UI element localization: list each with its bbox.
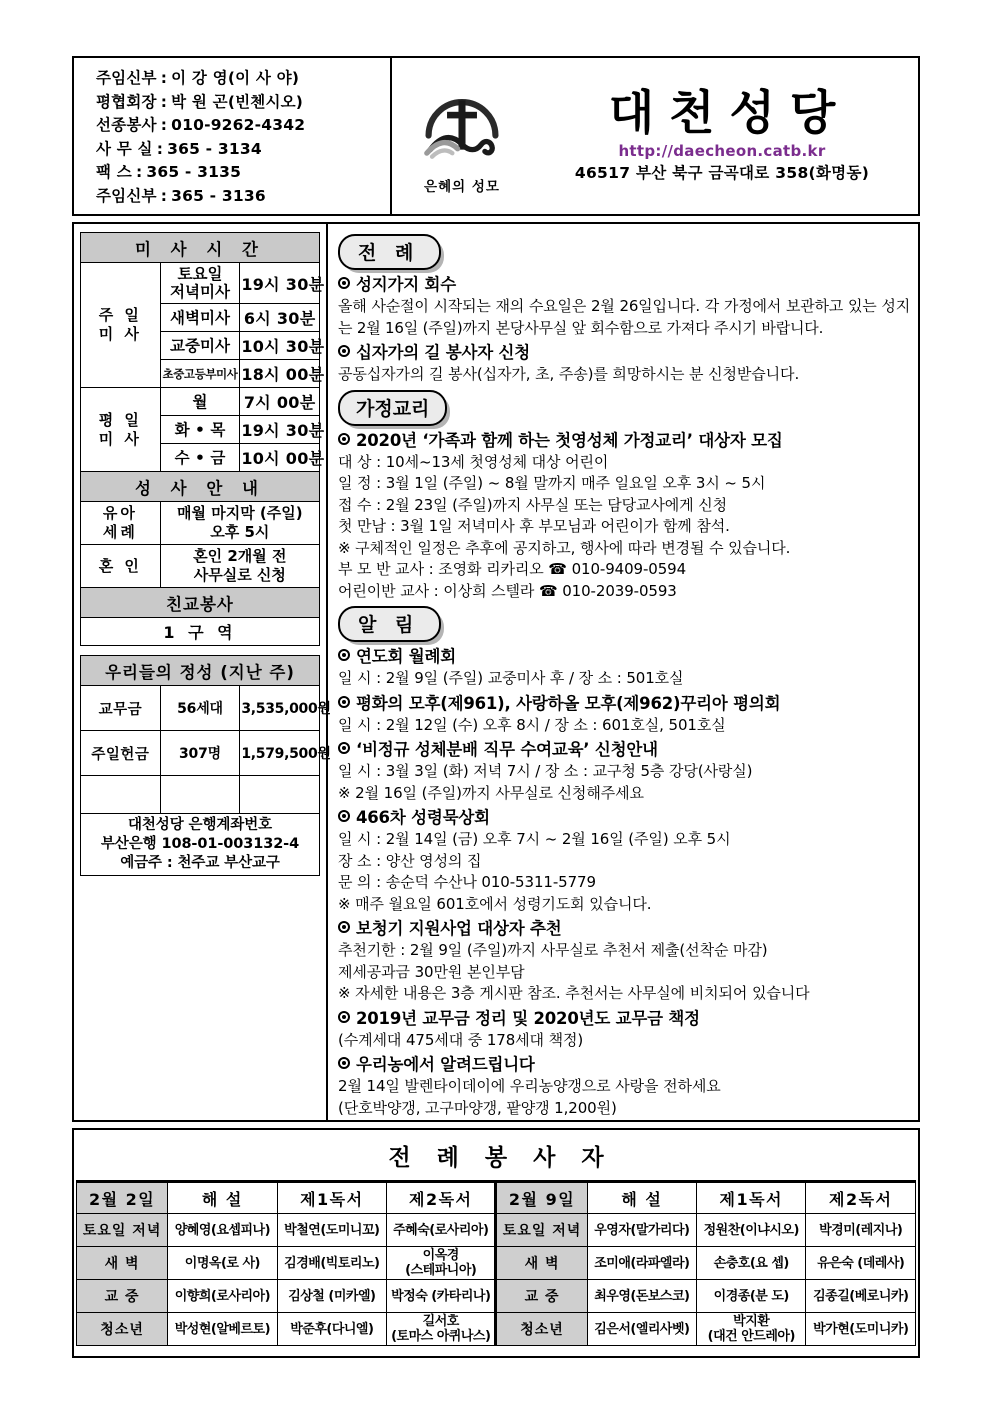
fellowship-value: 1 구 역 (81, 618, 320, 646)
servers-frame (72, 1128, 920, 1358)
table-row (77, 1280, 916, 1313)
servers-header-row (77, 1183, 916, 1214)
notice-item (338, 738, 910, 804)
notice-item (338, 273, 910, 339)
contact-separator: : (160, 116, 168, 134)
bullet-icon (338, 1057, 350, 1069)
notice-line: 공동십자가의 길 봉사(십자가, 초, 주송)를 희망하시는 분 신청받습니다. (338, 365, 800, 383)
church-address: 46517 부산 북구 금곡대로 358(화명동) (574, 163, 870, 182)
mass-name: 화 • 목 (160, 416, 240, 444)
contact-label: 팩 스 (96, 163, 132, 181)
bullet-icon (338, 277, 350, 289)
notice-heading-text: 보청기 지원사업 대상자 추천 (356, 919, 562, 938)
server-name: 박경미(레지나) (806, 1214, 916, 1247)
notice-heading (338, 1053, 910, 1076)
offering-table (80, 655, 331, 876)
contact-row (96, 185, 390, 209)
right-column (328, 224, 918, 1120)
madonna-of-grace-icon (418, 81, 506, 173)
contact-value: 이 강 영(이 사 야) (171, 69, 300, 87)
server-name: 박지환 (대건 안드레아) (697, 1313, 806, 1346)
offering-label: 주일헌금 (81, 731, 161, 776)
notice-line: ※ 구체적인 일정은 추후에 공지하고, 행사에 따라 변경될 수 있습니다. (338, 538, 791, 557)
notice-heading-text: ‘비정규 성체분배 직무 수여교육’ 신청안내 (356, 740, 658, 759)
notice-heading (338, 273, 910, 296)
contact-label: 주임신부 (96, 69, 157, 87)
contact-row (96, 161, 390, 185)
notice-heading-text: 성지가지 회수 (356, 275, 456, 294)
contact-block (74, 58, 392, 214)
notice-heading-text: 십자가의 길 봉사자 신청 (356, 343, 531, 362)
offering-amount (240, 776, 320, 814)
server-name: 박성현(알베르토) (168, 1313, 277, 1346)
mass-name: 교중미사 (160, 332, 240, 360)
offering-amount: 1,579,500원 (240, 731, 320, 776)
notice-item (338, 692, 910, 737)
notice-heading (338, 341, 910, 364)
notice-line: 2월 14일 발렌타이데이에 우리농양갱으로 사랑을 전하세요 (338, 1077, 721, 1095)
contact-label: 주임신부 (96, 186, 157, 205)
mass-name: 새벽미사 (160, 304, 240, 332)
contact-row (96, 138, 390, 162)
parish-logo (392, 58, 532, 214)
notice-line: ※ 매주 월요일 601호에서 성령기도회 있습니다. (338, 894, 652, 913)
notice-item (338, 341, 910, 386)
notice-item (338, 1053, 910, 1119)
contact-value: 365 - 3134 (167, 139, 262, 158)
notice-item (338, 645, 910, 690)
bullet-icon (338, 742, 350, 754)
sacraments-title: 성 사 안 내 (81, 472, 320, 502)
table-row (77, 1214, 916, 1247)
notice-line: 어린이반 교사 : 이상희 스텔라 ☎ 010-2039-0593 (338, 581, 677, 600)
notice-line: 문 의 : 송순덕 수산나 010-5311-5779 (338, 873, 596, 891)
notice-item (338, 917, 910, 1005)
notice-heading (338, 738, 910, 761)
server-name: 김은서(엘리사벳) (587, 1313, 696, 1346)
server-name: 주혜숙(로사리아) (387, 1214, 496, 1247)
bullet-icon (338, 345, 350, 357)
notice-line: 일 시 : 2월 14일 (금) 오후 7시 ~ 2월 16일 (주일) 오후 5시 (338, 830, 731, 848)
offering-label: 교무금 (81, 686, 161, 731)
notice-heading-text: 2020년 ‘가족과 함께 하는 첫영성체 가정교리’ 대상자 모집 (356, 430, 783, 450)
servers-date-header: 2월 9일 (496, 1183, 587, 1214)
server-name: 김경배(빅토리노) (277, 1247, 386, 1280)
bullet-icon (338, 921, 350, 933)
mass-time: 19시 30분 (240, 263, 320, 304)
notice-item (338, 806, 910, 915)
bullet-icon (338, 810, 350, 822)
bullet-icon (338, 649, 350, 661)
section-pill-wrap (338, 388, 910, 429)
servers-role-header: 제1독서 (697, 1183, 806, 1214)
servers-title: 전 례 봉 사 자 (76, 1132, 916, 1182)
notice-line: 대 상 : 10세~13세 첫영성체 대상 어린이 (338, 452, 609, 471)
contact-value: 010-9262-4342 (171, 116, 306, 134)
servers-mass-label: 청소년 (496, 1313, 587, 1346)
section-pill: 전 례 (338, 234, 441, 270)
mass-name: 토요일 저녁미사 (160, 263, 240, 304)
notice-heading-text: 우리농에서 알려드립니다 (356, 1055, 535, 1074)
section-pill: 알 림 (338, 606, 441, 642)
notice-line: 일 시 : 2월 12일 (수) 오후 8시 / 장 소 : 601호실, 501호실 (338, 715, 726, 734)
logo-caption: 은혜의 성모 (424, 179, 500, 195)
server-name: 김종길(베로니카) (806, 1280, 916, 1313)
contact-value: 365 - 3136 (171, 186, 266, 205)
notice-line: ※ 2월 16일 (주일)까지 사무실로 신청해주세요 (338, 783, 644, 802)
server-name: 양혜영(요셉피나) (168, 1214, 277, 1247)
servers-role-header: 해 설 (168, 1183, 277, 1214)
server-name: 박준후(다니엘) (277, 1313, 386, 1346)
server-name: 최우영(돈보스코) (587, 1280, 696, 1313)
contact-value: 박 원 곤(빈첸시오) (171, 92, 304, 111)
bullet-icon (338, 433, 350, 445)
contact-label: 선종봉사 (96, 116, 157, 134)
contact-separator: : (160, 69, 168, 87)
mass-schedule-title: 미 사 시 간 (81, 233, 320, 263)
server-name: 조미애(라파엘라) (587, 1247, 696, 1280)
notice-heading-text: 평화의 모후(제961), 사랑하올 모후(제962)꾸리아 평의회 (356, 693, 781, 713)
body-frame (72, 222, 920, 1122)
mass-time: 10시 00분 (240, 444, 320, 472)
servers-role-header: 제2독서 (806, 1183, 916, 1214)
mass-time: 6시 30분 (240, 304, 320, 332)
sacrament-value: 혼인 2개월 전 사무실로 신청 (160, 545, 319, 588)
bullet-icon (338, 1011, 350, 1023)
bullet-icon (338, 696, 350, 708)
notice-heading-text: 연도회 월례회 (356, 647, 456, 666)
servers-mass-label: 새 벽 (77, 1247, 168, 1280)
server-name: 정원찬(이냐시오) (697, 1214, 806, 1247)
notice-line: 추천기한 : 2월 9일 (주일)까지 사무실로 추천서 제출(선착순 마감) (338, 941, 768, 959)
sacrament-label: 유아 세례 (81, 502, 161, 545)
server-name: 이향희(로사리아) (168, 1280, 277, 1313)
sacrament-value: 매월 마지막 (주일) 오후 5시 (160, 502, 319, 545)
mass-name: 수 • 금 (160, 444, 240, 472)
contact-label: 사 무 실 (96, 139, 153, 158)
notice-line: (수계세대 475세대 중 178세대 책정) (338, 1030, 584, 1049)
sunday-mass-label: 주 일 미 사 (81, 263, 161, 388)
notice-paragraph: 올해 사순절이 시작되는 재의 수요일은 2월 26일입니다. 각 가정에서 보관하고 있는 성지는 2월 16일 (주일)까지 본당사무실 앞 회수함으로 가져다 주시기 바랍니다. (338, 297, 910, 337)
table-row (77, 1247, 916, 1280)
contact-separator: : (160, 186, 168, 205)
offering-title: 우리들의 정성 (지난 주) (81, 656, 320, 686)
contact-separator: : (135, 163, 143, 181)
weekday-mass-label: 평 일 미 사 (81, 388, 161, 472)
notice-line: 일 시 : 3월 3일 (화) 저녁 7시 / 장 소 : 교구청 5층 강당(사랑실) (338, 762, 753, 780)
servers-table (76, 1182, 916, 1346)
notice-line: (단호박양갱, 고구마양갱, 팥양갱 1,200원) (338, 1098, 617, 1117)
mass-time: 18시 00분 (240, 360, 320, 388)
notice-line: ※ 자세한 내용은 3층 게시판 참조. 추천서는 사무실에 비치되어 있습니다 (338, 984, 810, 1002)
notice-item (338, 1007, 910, 1052)
servers-role-header: 제1독서 (277, 1183, 386, 1214)
offering-count (160, 776, 240, 814)
table-row (77, 1313, 916, 1346)
servers-mass-label: 토요일 저녁 (77, 1214, 168, 1247)
church-url[interactable]: http://daecheon.catb.kr (618, 141, 826, 160)
servers-date-header: 2월 2일 (77, 1183, 168, 1214)
notice-heading (338, 806, 910, 829)
notice-line: 접 수 : 2월 23일 (주일)까지 사무실 또는 담당교사에게 신청 (338, 495, 727, 514)
contact-separator: : (160, 92, 168, 111)
contact-separator: : (156, 139, 164, 158)
table-gap (80, 646, 320, 655)
mass-time: 19시 30분 (240, 416, 320, 444)
notice-line: 장 소 : 양산 영성의 집 (338, 851, 482, 870)
offering-count: 307명 (160, 731, 240, 776)
section-pill-wrap (338, 232, 910, 273)
mass-schedule-table (80, 232, 325, 646)
offering-label (81, 776, 161, 814)
offering-count: 56세대 (160, 686, 240, 731)
bank-account-info: 대천성당 은행계좌번호 부산은행 108-01-003132-4 예금주 : 천주교 부산교구 (81, 814, 320, 876)
contact-label: 평협회장 (96, 92, 157, 111)
server-name: 김상철 (미카엘) (277, 1280, 386, 1313)
servers-role-header: 제2독서 (387, 1183, 496, 1214)
notice-heading (338, 645, 910, 668)
servers-mass-label: 토요일 저녁 (496, 1214, 587, 1247)
server-name: 유은숙 (데레사) (806, 1247, 916, 1280)
server-name: 우영자(말가리다) (587, 1214, 696, 1247)
contact-row (96, 67, 390, 91)
sacrament-label: 혼 인 (81, 545, 161, 588)
server-name: 박철연(도미니꼬) (277, 1214, 386, 1247)
server-name: 이경종(분 도) (697, 1280, 806, 1313)
header (72, 56, 920, 216)
left-column (74, 224, 331, 1120)
mass-name: 초중고등부미사 (160, 360, 240, 388)
notice-line: 부 모 반 교사 : 조영화 리카리오 ☎ 010-9409-0594 (338, 560, 687, 578)
mass-time: 10시 30분 (240, 332, 320, 360)
notice-line: 첫 만남 : 3월 1일 저녁미사 후 부모님과 어린이가 함께 참석. (338, 517, 730, 535)
section-pill-wrap (338, 604, 910, 645)
church-name: 대천성당 (608, 86, 851, 142)
notice-line: 일 시 : 2월 9일 (주일) 교중미사 후 / 장 소 : 501호실 (338, 669, 684, 687)
server-name: 손충호(요 셉) (697, 1247, 806, 1280)
fellowship-title: 친교봉사 (81, 588, 320, 618)
server-name: 이명옥(로 사) (168, 1247, 277, 1280)
notice-heading (338, 692, 910, 715)
notice-line: 제세공과금 30만원 본인부담 (338, 962, 525, 981)
notice-heading (338, 917, 910, 940)
notice-heading-text: 2019년 교무금 정리 및 2020년도 교무금 책정 (356, 1008, 700, 1028)
mass-time: 7시 00분 (240, 388, 320, 416)
servers-mass-label: 교 중 (77, 1280, 168, 1313)
notice-heading (338, 429, 910, 452)
server-name: 길서호 (토마스 아퀴나스) (387, 1313, 496, 1346)
offering-amount: 3,535,000원 (240, 686, 320, 731)
contact-row (96, 114, 390, 138)
servers-mass-label: 교 중 (496, 1280, 587, 1313)
title-block (532, 58, 918, 214)
server-name: 이옥경 (스테파니아) (387, 1247, 496, 1280)
notice-line: 일 정 : 3월 1일 (주일) ~ 8월 말까지 매주 일요일 오후 3시 ~ 5시 (338, 474, 766, 492)
contact-row (96, 91, 390, 115)
server-name: 박가현(도미니카) (806, 1313, 916, 1346)
notice-heading-text: 466차 성령묵상회 (356, 808, 490, 827)
server-name: 박정숙 (카타리나) (387, 1280, 496, 1313)
servers-role-header: 해 설 (587, 1183, 696, 1214)
mass-name: 월 (160, 388, 240, 416)
servers-mass-label: 새 벽 (496, 1247, 587, 1280)
servers-mass-label: 청소년 (77, 1313, 168, 1346)
section-pill: 가정교리 (338, 390, 447, 426)
notice-heading (338, 1007, 910, 1030)
notice-item (338, 429, 910, 603)
contact-value: 365 - 3135 (146, 163, 242, 181)
